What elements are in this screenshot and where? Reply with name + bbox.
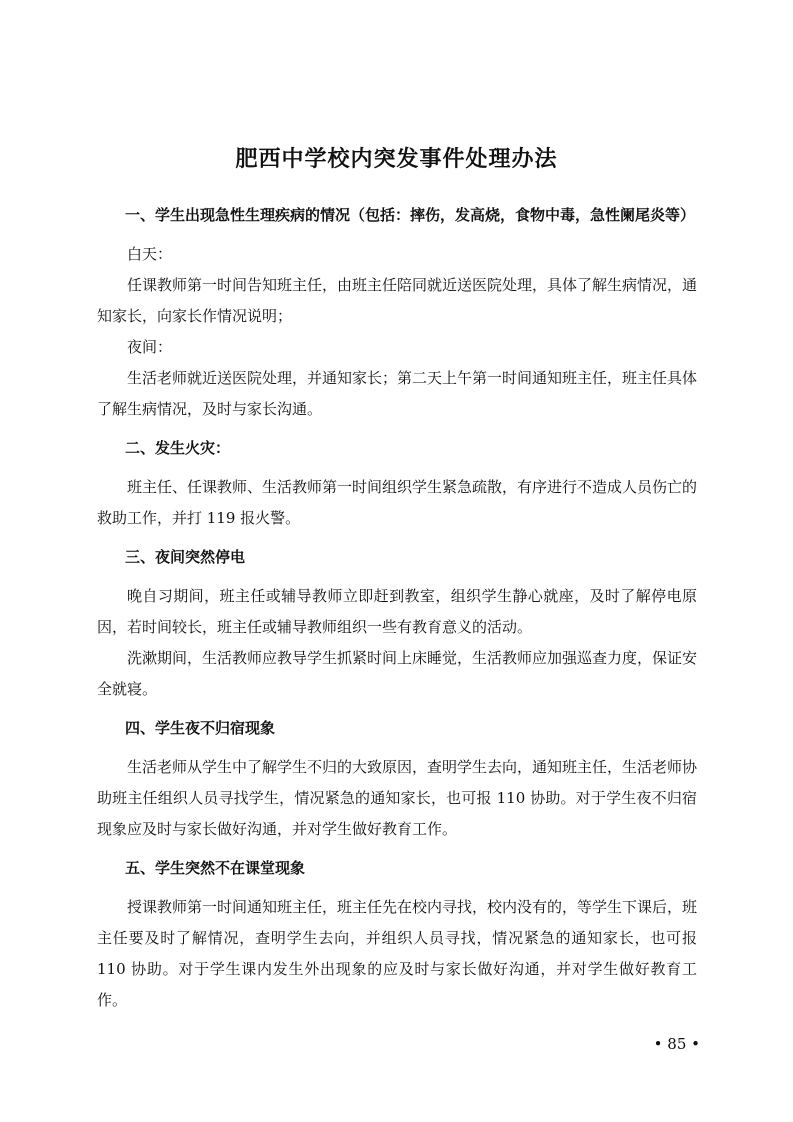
section-heading: 三、夜间突然停电	[125, 548, 246, 566]
section-paragraph: 晚自习期间，班主任或辅导教师立即赶到教室，组织学生静心就座，及时了解停电原因，若时间较长，班主任或辅导教师组织一些有教育意义的活动。	[97, 587, 697, 636]
section-paragraph: 班主任、任课教师、生活教师第一时间组织学生紧急疏散，有序进行不造成人员伤亡的救助工作，并打 119 报火警。	[97, 478, 698, 527]
section-paragraph: 夜间：	[127, 338, 173, 356]
section-absent-overnight	[97, 713, 697, 845]
section-paragraph: 任课教师第一时间告知班主任，由班主任陪同就近送医院处理，具体了解生病情况，通知家长，向家长作情况说明；	[97, 276, 698, 325]
section-heading: 二、发生火灾：	[125, 439, 231, 457]
section-absent-class	[97, 853, 697, 1016]
section-paragraph: 洗漱期间，生活教师应教导学生抓紧时间上床睡觉，生活教师应加强巡查力度，保证安全就寝。	[97, 649, 698, 698]
section-paragraph: 授课教师第一时间通知班主任，班主任先在校内寻找，校内没有的，等学生下课后，班主任要及时了解情况，查明学生去向，并组织人员寻找，情况紧急的通知家长，也可报 110 协助。对于学生课内发生外出现象的应及时与家长做好沟通，并对学生做好教育工作。	[97, 898, 698, 1009]
section-heading: 一、学生出现急性生理疾病的情况（包括：摔伤，发高烧，食物中毒，急性阑尾炎等）	[125, 206, 696, 224]
document-body	[97, 200, 697, 1016]
section-paragraph: 生活老师从学生中了解学生不归的大致原因，查明学生去向，通知班主任，生活老师协助班主任组织人员寻找学生，情况紧急的通知家长，也可报 110 协助。对于学生夜不归宿现象应及时与家长做好沟通，并对学生做好教育工作。	[97, 758, 698, 838]
section-heading: 五、学生突然不在课堂现象	[125, 859, 306, 877]
section-heading: 四、学生夜不归宿现象	[125, 719, 276, 737]
section-medical	[97, 200, 697, 425]
document-title: 肥西中学校内突发事件处理办法	[235, 147, 558, 172]
section-power-outage	[97, 542, 697, 705]
section-paragraph: 生活老师就近送医院处理，并通知家长；第二天上午第一时间通知班主任，班主任具体了解生病情况，及时与家长沟通。	[97, 369, 698, 418]
section-fire	[97, 433, 697, 534]
page-number: • 85 •	[653, 1035, 700, 1053]
section-paragraph: 白天：	[127, 245, 173, 263]
